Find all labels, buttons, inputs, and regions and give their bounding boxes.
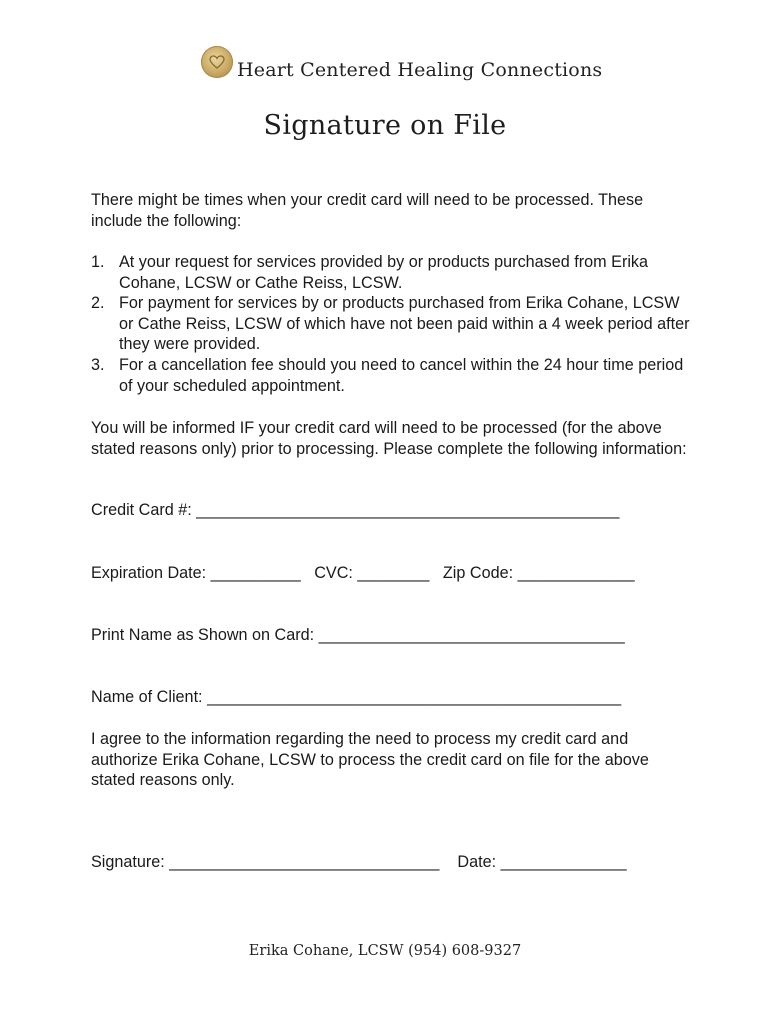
list-item-text: At your request for services provided by or products purchased from Erika Cohane, LCSW or Cathe Reiss, LCSW. — [119, 253, 649, 292]
heart-icon — [209, 55, 225, 69]
list-item — [91, 252, 691, 293]
list-item-number: 1. — [91, 253, 105, 271]
expiration-blank[interactable]: __________ — [210, 564, 301, 582]
list-item — [91, 293, 691, 355]
zip-label: Zip Code: — [442, 564, 514, 582]
list-item — [91, 355, 691, 396]
date-label: Date: — [457, 853, 497, 871]
agreement-paragraph: I agree to the information regarding the need to process my credit card and authorize Erika Cohane, LCSW to process the credit card on file for the above stated reasons only. — [91, 730, 649, 790]
client-name-label: Name of Client: — [91, 688, 203, 706]
print-name-label: Print Name as Shown on Card: — [91, 626, 315, 644]
list-item-number: 3. — [91, 355, 105, 374]
print-name-field[interactable] — [91, 625, 625, 645]
letterhead — [201, 44, 602, 88]
list-item-text: For payment for services by or products purchased from Erika Cohane, LCSW or Cathe Reiss, LCSW of which have not been paid within a 4 week period after they were provided. — [119, 294, 690, 354]
intro-paragraph: There might be times when your credit card will need to be processed. These include the following: — [91, 191, 644, 230]
expiration-row — [91, 563, 635, 583]
client-name-blank[interactable]: ______________________________________________ — [207, 688, 622, 706]
date-blank[interactable]: ______________ — [500, 853, 627, 871]
signature-label: Signature: — [91, 853, 165, 871]
org-name: Heart Centered Healing Connections — [237, 59, 603, 81]
expiration-label: Expiration Date: — [91, 564, 207, 582]
footer-contact: Erika Cohane, LCSW (954) 608-9327 — [248, 943, 522, 959]
list-item-text: For a cancellation fee should you need to cancel within the 24 hour time period of your scheduled appointment. — [119, 355, 684, 395]
page-title: Signature on File — [263, 110, 507, 141]
logo — [201, 46, 233, 78]
cvc-label: CVC: — [314, 564, 353, 582]
credit-card-blank[interactable]: _______________________________________________ — [196, 501, 620, 519]
notice-paragraph: You will be informed IF your credit card will need to be processed (for the above stated reasons only) prior to processing. Please complete the following information: — [91, 419, 687, 458]
cvc-blank[interactable]: ________ — [357, 564, 430, 582]
credit-card-field[interactable] — [91, 500, 619, 520]
signature-row — [91, 852, 627, 872]
credit-card-label: Credit Card #: — [91, 501, 192, 519]
reasons-list — [91, 252, 691, 396]
client-name-field[interactable] — [91, 687, 621, 707]
signature-blank[interactable]: ______________________________ — [169, 853, 440, 871]
zip-blank[interactable]: _____________ — [517, 564, 635, 582]
list-item-number: 2. — [91, 294, 105, 313]
print-name-blank[interactable]: __________________________________ — [318, 626, 625, 644]
